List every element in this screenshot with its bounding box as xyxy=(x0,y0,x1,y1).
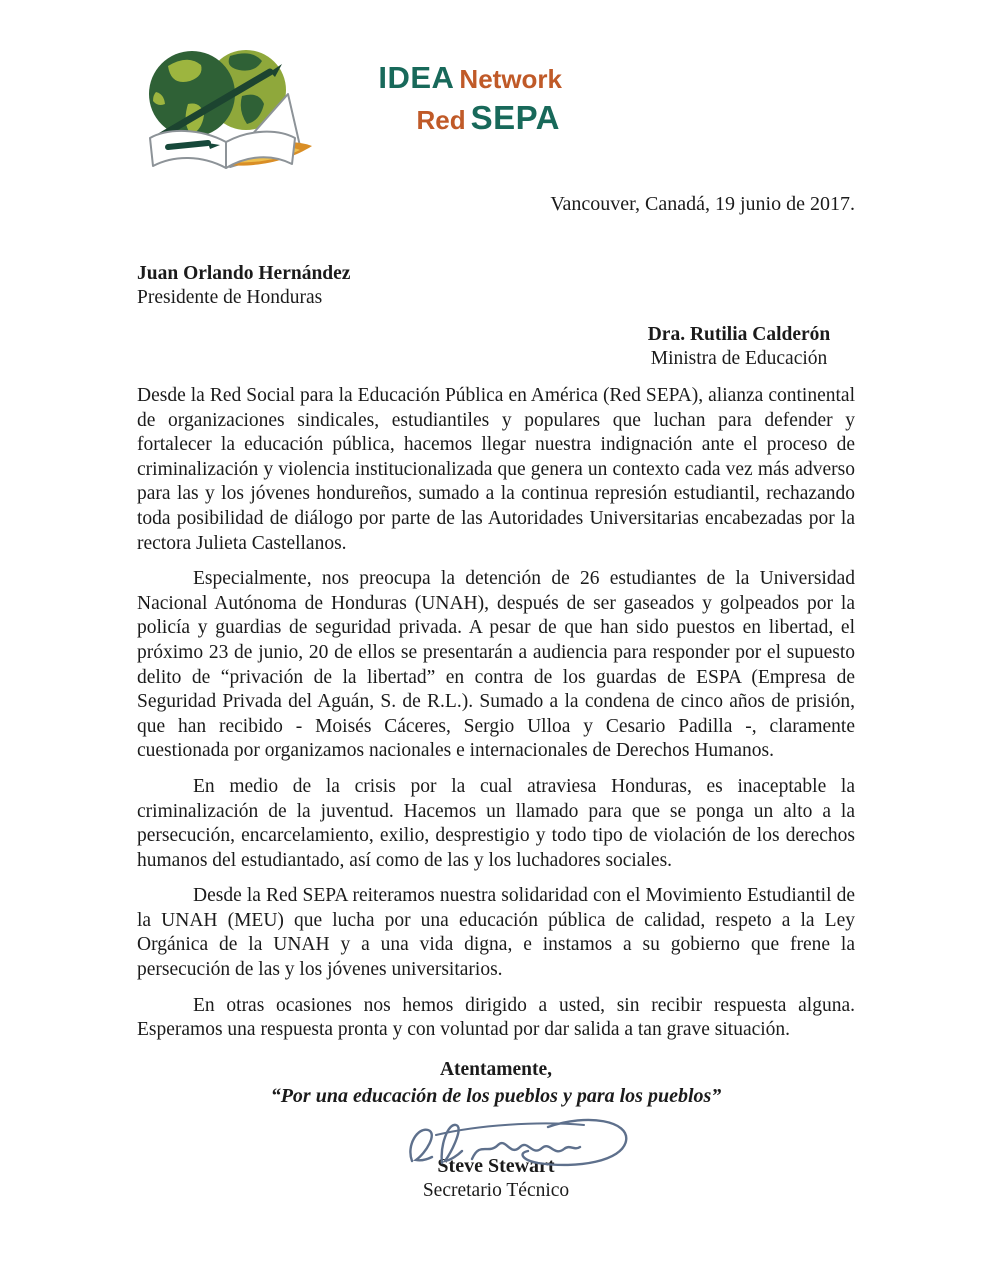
logo-text-sepa: SEPA xyxy=(470,99,560,136)
closing-motto: “Por una educación de los pueblos y para los pueblos” xyxy=(270,1085,722,1108)
letter-body xyxy=(137,384,855,1203)
logo-text-red: Red xyxy=(416,105,466,135)
logo-wordmark-line2 xyxy=(240,101,562,134)
logo-text-idea: IDEA xyxy=(378,60,455,95)
recipient-secondary-title: Ministra de Educación xyxy=(650,347,828,369)
handwritten-signature-image xyxy=(398,1111,638,1175)
letter-paragraph: En otras ocasiones nos hemos dirigido a usted, sin recibir respuesta alguna. Esperamos una respuesta pronta y con voluntad por dar salida a tan grave situación. xyxy=(137,994,855,1041)
letter-paragraph: Desde la Red Social para la Educación Pública en América (Red SEPA), alianza continental de organizaciones sindicales, estudiantiles y populares que luchan para defender y fortalecer la educación pública, hacemos llegar nuestra indignación ante el proceso de criminalización y violencia institucionalizada que genera un contexto cada vez más adverso para las y los jóvenes hondureños, sumado a la continua represión estudiantil, rechazando toda posibilidad de diálogo por parte de las Autoridades Universitarias encabezadas por la rectora Julieta Castellanos. xyxy=(137,385,855,554)
signatory-name: Steve Stewart xyxy=(437,1155,555,1178)
recipient-secondary xyxy=(619,323,859,371)
recipient-primary-title: Presidente de Honduras xyxy=(137,286,323,308)
signature-block xyxy=(137,1111,855,1203)
dateline: Vancouver, Canadá, 19 junio de 2017. xyxy=(550,193,855,215)
signatory-title: Secretario Técnico xyxy=(422,1179,570,1201)
recipient-primary xyxy=(137,262,350,310)
letter-paragraph: Especialmente, nos preocupa la detención de 26 estudiantes de la Universidad Nacional Autónoma de Honduras (UNAH), después de ser gaseados y golpeados por la policía y guardias de seguridad privada. A pesar de que han sido puestos en libertad, el próximo 23 de junio, 20 de ellos se presentarán a audiencia para responder por el supuesto delito de “privación de la libertad” en contra de los guardas de ESPA (Empresa de Seguridad Privada del Aguán, S. de R.L.). Sumado a la condena de cinco años de prisión, que han recibido - Moisés Cáceres, Sergio Ulloa y Cesario Padilla -, claramente cuestionada por organizamos nacionales e internacionales de Derechos Humanos. xyxy=(137,568,855,762)
logo-wordmark-line1 xyxy=(240,62,562,93)
org-logo xyxy=(138,44,562,184)
logo-wordmark xyxy=(240,62,562,134)
recipient-secondary-name: Dra. Rutilia Calderón xyxy=(647,324,831,345)
recipient-primary-name: Juan Orlando Hernández xyxy=(137,263,351,284)
letter-paragraph: En medio de la crisis por la cual atraviesa Honduras, es inaceptable la criminalización de la juventud. Hacemos un llamado para que se ponga un alto a la persecución, encarcelamiento, exilio, desprestigio y todo tipo de violación de los derechos humanos del estudiantado, así como de las y los luchadores sociales. xyxy=(137,775,855,871)
letter-paragraph: Desde la Red SEPA reiteramos nuestra solidaridad con el Movimiento Estudiantil de la UNAH (MEU) que lucha por una educación pública de calidad, respeto a la Ley Orgánica de la UNAH y a una vida digna, e instamos a su gobierno que frene la persecución de las y los jóvenes universitarios. xyxy=(137,885,855,981)
closing-block xyxy=(137,1058,855,1109)
closing-salutation: Atentamente, xyxy=(439,1058,553,1080)
logo-text-network: Network xyxy=(459,64,562,94)
